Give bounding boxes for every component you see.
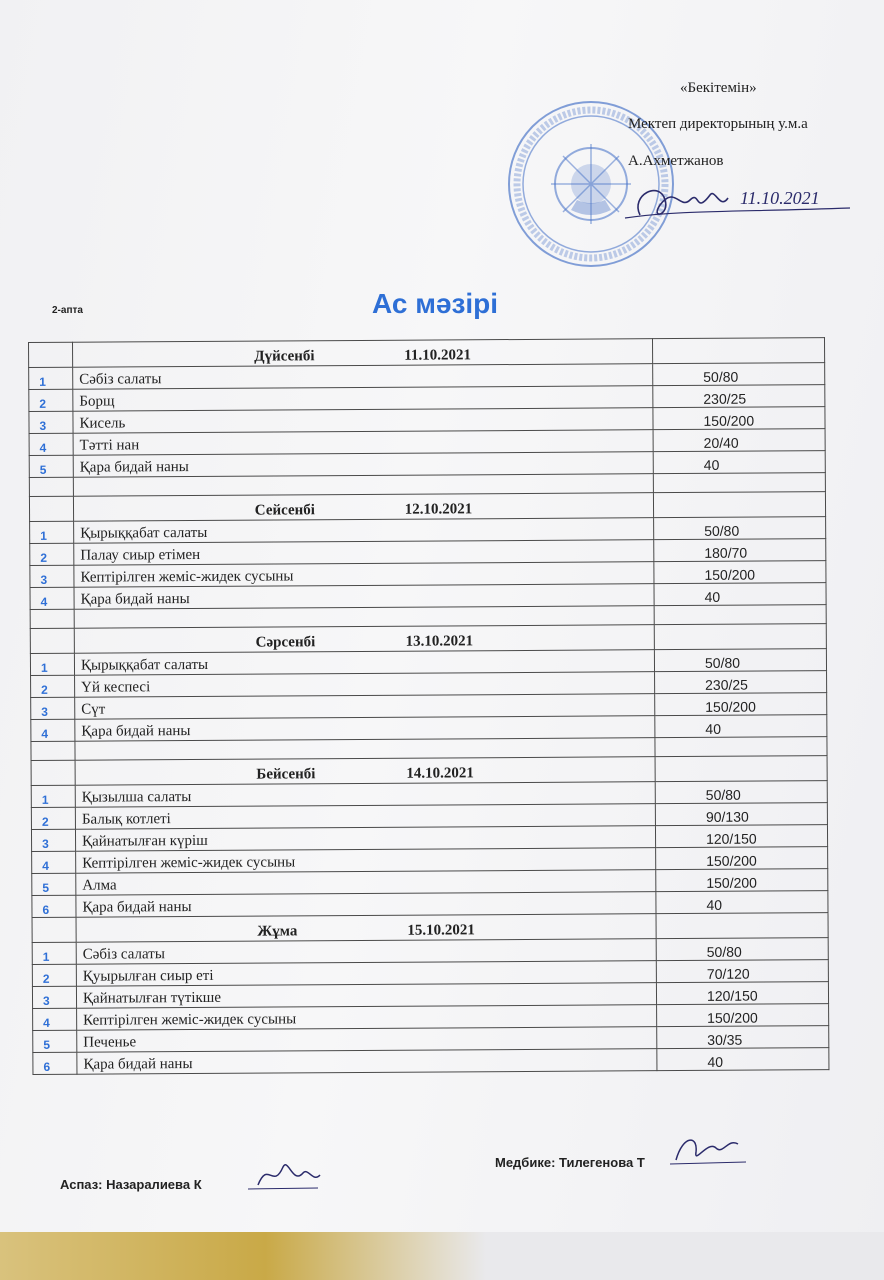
item-number: 4 [29, 433, 73, 455]
item-number: 3 [32, 986, 76, 1008]
dish-name: Тәтті нан [73, 430, 653, 456]
menu-table-body [29, 338, 829, 1075]
item-number: 5 [29, 455, 73, 477]
item-number: 2 [29, 389, 73, 411]
dish-name: Қара бидай наны [75, 716, 655, 742]
day-name: Сәрсенбі [255, 634, 316, 651]
table-row [33, 1048, 829, 1075]
portion-size: 50/80 [654, 517, 826, 540]
portion-size: 40 [656, 891, 828, 914]
day-name: Сейсенбі [254, 502, 315, 519]
portion-size: 70/120 [656, 960, 828, 983]
portion-size: 90/130 [655, 803, 827, 826]
item-number: 1 [32, 942, 76, 964]
portion-size: 230/25 [653, 385, 825, 408]
dish-name: Қызылша салаты [75, 782, 655, 808]
empty-cell [653, 492, 825, 518]
empty-cell [29, 477, 73, 496]
item-number: 6 [33, 1052, 77, 1074]
dish-name: Палау сиыр етімен [74, 540, 654, 566]
empty-cell [654, 624, 826, 650]
empty-cell [655, 737, 827, 757]
empty-cell [29, 342, 73, 367]
dish-name: Қырыққабат салаты [74, 518, 654, 544]
portion-size: 150/200 [656, 869, 828, 892]
dish-name: Қара бидай наны [73, 452, 653, 478]
day-name: Дүйсенбі [254, 348, 315, 365]
portion-size: 150/200 [657, 1004, 829, 1027]
portion-size: 120/150 [655, 825, 827, 848]
day-date: 11.10.2021 [404, 347, 471, 364]
portion-size: 180/70 [654, 539, 826, 562]
dish-name: Алма [76, 870, 656, 896]
item-number: 1 [31, 785, 75, 807]
approval-title: «Бекітемін» [680, 80, 757, 96]
empty-cell [31, 760, 75, 785]
portion-size: 30/35 [657, 1026, 829, 1049]
empty-cell [653, 473, 825, 493]
empty-cell [32, 917, 76, 942]
item-number: 1 [30, 653, 74, 675]
dish-name: Кисель [73, 408, 653, 434]
dish-name: Қара бидай наны [76, 892, 656, 918]
page-title: Ас мәзірі [372, 288, 499, 319]
empty-cell [30, 628, 74, 653]
dish-name: Сүт [75, 694, 655, 720]
item-number: 6 [32, 895, 76, 917]
week-label: 2-апта [52, 305, 83, 316]
portion-size: 40 [657, 1048, 829, 1071]
empty-cell [29, 496, 73, 521]
item-number: 5 [32, 873, 76, 895]
item-number: 4 [30, 587, 74, 609]
day-date: 13.10.2021 [405, 633, 474, 650]
dish-name: Қайнатылған күріш [75, 826, 655, 852]
dish-name: Қара бидай наны [77, 1049, 657, 1075]
portion-size: 40 [655, 715, 827, 738]
portion-size: 40 [654, 583, 826, 606]
item-number: 2 [32, 964, 76, 986]
empty-cell [652, 338, 824, 364]
day-header [76, 914, 656, 943]
item-number: 2 [31, 807, 75, 829]
item-number: 3 [30, 565, 74, 587]
item-number: 4 [31, 719, 75, 741]
portion-size: 150/200 [654, 561, 826, 584]
item-number: 3 [31, 829, 75, 851]
portion-size: 40 [653, 451, 825, 474]
portion-size: 50/80 [656, 938, 828, 961]
item-number: 2 [31, 675, 75, 697]
day-header [74, 625, 654, 654]
day-name: Жұма [257, 923, 298, 940]
dish-name: Кептірілген жеміс-жидек сусыны [76, 848, 656, 874]
dish-name: Қуырылған сиыр еті [76, 961, 656, 987]
item-number: 2 [30, 543, 74, 565]
dish-name: Кептірілген жеміс-жидек сусыны [77, 1005, 657, 1031]
item-number: 4 [33, 1008, 77, 1030]
day-header [75, 757, 655, 786]
portion-size: 230/25 [655, 671, 827, 694]
item-number: 3 [29, 411, 73, 433]
portion-size: 50/80 [654, 649, 826, 672]
day-date: 12.10.2021 [404, 501, 473, 518]
cook-signature-icon [248, 1155, 328, 1195]
dish-name: Балық котлеті [75, 804, 655, 830]
approval-name: А.Ахметжанов [628, 153, 724, 169]
day-date: 14.10.2021 [406, 765, 474, 782]
day-header [73, 339, 653, 368]
dish-name: Үй кеспесі [75, 672, 655, 698]
approval-date: 11.10.2021 [740, 188, 820, 208]
day-header [73, 493, 653, 522]
portion-size: 20/40 [653, 429, 825, 452]
menu-table [28, 337, 829, 1075]
portion-size: 150/200 [656, 847, 828, 870]
empty-cell [655, 756, 827, 782]
approval-position: Мектеп директорының у.м.а [628, 116, 808, 132]
cook-label: Аспаз: Назаралиева К [60, 1177, 202, 1192]
portion-size: 50/80 [655, 781, 827, 804]
nurse-label: Медбике: Тилегенова Т [495, 1155, 645, 1170]
dish-name: Борщ [73, 386, 653, 412]
dish-name: Кептірілген жеміс-жидек сусыны [74, 562, 654, 588]
item-number: 1 [29, 367, 73, 389]
portion-size: 50/80 [653, 363, 825, 386]
dish-name: Қырыққабат салаты [74, 650, 654, 676]
item-number: 3 [31, 697, 75, 719]
item-number: 4 [32, 851, 76, 873]
table-surface [0, 1232, 884, 1280]
item-number: 1 [30, 521, 74, 543]
empty-cell [656, 913, 828, 939]
empty-cell [30, 609, 74, 628]
portion-size: 150/200 [655, 693, 827, 716]
portion-size: 120/150 [656, 982, 828, 1005]
item-number: 5 [33, 1030, 77, 1052]
empty-cell [654, 605, 826, 625]
day-name: Бейсенбі [256, 766, 316, 783]
dish-name: Қара бидай наны [74, 584, 654, 610]
empty-cell [31, 741, 75, 760]
dish-name: Қайнатылған түтікше [76, 983, 656, 1009]
nurse-signature-icon [668, 1130, 748, 1170]
dish-name: Печенье [77, 1027, 657, 1053]
day-date: 15.10.2021 [407, 922, 475, 939]
dish-name: Сәбіз салаты [76, 939, 656, 965]
dish-name: Сәбіз салаты [73, 364, 653, 390]
portion-size: 150/200 [653, 407, 825, 430]
